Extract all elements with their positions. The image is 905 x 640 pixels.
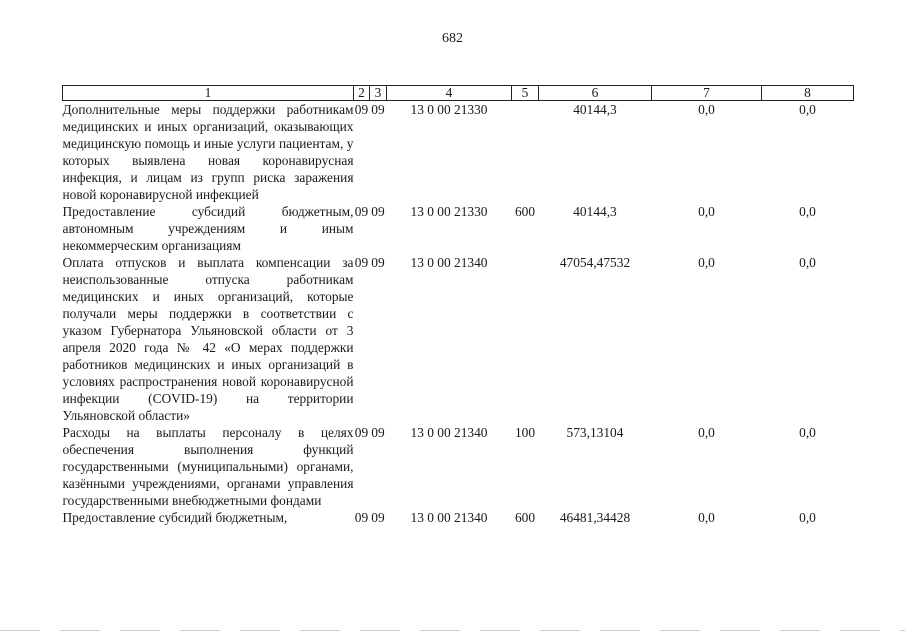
- header-col-1: 1: [63, 86, 354, 101]
- row-col8: 0,0: [799, 255, 816, 270]
- table-header-row: [63, 86, 854, 101]
- row-pr: 09: [371, 204, 385, 219]
- row-sum: 573,13104: [566, 425, 624, 440]
- header-col-7: 7: [652, 86, 762, 101]
- row-vr: 600: [514, 510, 536, 525]
- header-col-4: 4: [387, 86, 512, 101]
- table-row: [63, 203, 854, 254]
- row-sum: 47054,47532: [559, 255, 631, 270]
- row-col8: 0,0: [799, 204, 816, 219]
- row-csr: 13 0 00 21340: [410, 255, 488, 270]
- row-name: Дополнительные меры поддержки работникам медицинских и иных организаций, оказывающих медицинскую помощь и иные услуги пациентам, у которых выявлена новая коронавирусная инфекция, и лицам из групп риска заражения новой коронавирусной инфекцией: [62, 102, 354, 202]
- row-csr: 13 0 00 21340: [410, 510, 488, 525]
- row-rz: 09: [354, 510, 369, 525]
- header-col-3: 3: [370, 86, 387, 101]
- row-csr: 13 0 00 21340: [410, 425, 488, 440]
- row-pr: 09: [371, 255, 385, 270]
- header-col-6: 6: [539, 86, 652, 101]
- table-row: [63, 424, 854, 509]
- budget-table: [62, 85, 854, 526]
- page-number: 682: [442, 31, 463, 46]
- row-col7: 0,0: [698, 102, 715, 117]
- row-vr: 600: [514, 204, 536, 219]
- row-pr: 09: [371, 102, 385, 117]
- header-col-2: 2: [354, 86, 370, 101]
- table-row: [63, 254, 854, 424]
- row-rz: 09: [354, 102, 369, 117]
- row-sum: 40144,3: [573, 102, 617, 117]
- row-vr: 100: [514, 425, 536, 440]
- scan-artifact-line: [0, 630, 905, 631]
- header-col-5: 5: [512, 86, 539, 101]
- row-sum: 46481,34428: [559, 510, 631, 525]
- row-pr: 09: [371, 510, 385, 525]
- row-col7: 0,0: [698, 204, 715, 219]
- row-col7: 0,0: [698, 425, 715, 440]
- row-col8: 0,0: [799, 425, 816, 440]
- row-vr: [512, 254, 539, 424]
- row-csr: 13 0 00 21330: [410, 102, 488, 117]
- row-pr: 09: [371, 425, 385, 440]
- row-csr: 13 0 00 21330: [410, 204, 488, 219]
- table-row: [63, 509, 854, 526]
- row-col8: 0,0: [799, 510, 816, 525]
- row-rz: 09: [354, 425, 369, 440]
- row-name: Расходы на выплаты персоналу в целях обеспечения выполнения функций государственными (муниципальными) органами, казёнными учреждениями, органами управления государственными внебюджетными фондами: [62, 425, 354, 508]
- row-rz: 09: [354, 255, 369, 270]
- table-row: [63, 101, 854, 204]
- row-name: Оплата отпусков и выплата компенсации за неиспользованные отпуска работникам медицинских и иных организаций, которые получали меры поддержки в соответствии с указом Губернатора Ульяновской области от 3 апреля 2020 года № 42 «О мерах поддержки работников медицинских и иных организаций в условиях распространения новой коронавирусной инфекции (COVID-19) на территории Ульяновской области»: [62, 255, 354, 423]
- header-col-8: 8: [762, 86, 854, 101]
- row-vr: [512, 101, 539, 204]
- row-col8: 0,0: [799, 102, 816, 117]
- row-col7: 0,0: [698, 255, 715, 270]
- row-rz: 09: [354, 204, 369, 219]
- row-col7: 0,0: [698, 510, 715, 525]
- row-name: Предоставление субсидий бюджетным,: [62, 510, 288, 525]
- row-name: Предоставление субсидий бюджетным, автономным учреждениям и иным некоммерческим организациям: [62, 204, 354, 253]
- row-sum: 40144,3: [573, 204, 617, 219]
